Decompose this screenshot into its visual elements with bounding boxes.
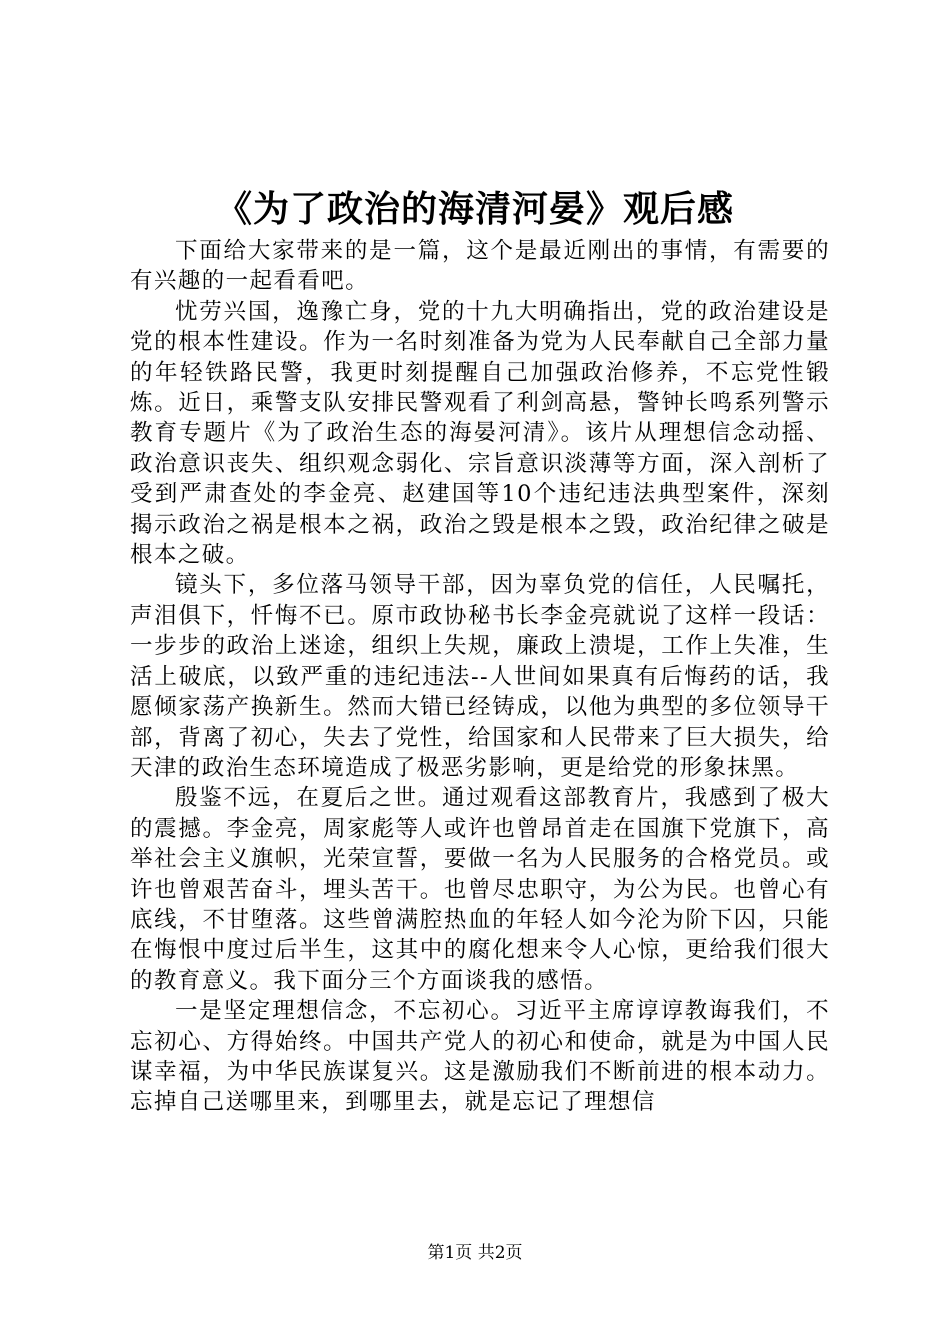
page-footer	[0, 1241, 950, 1265]
paragraph-intro: 下面给大家带来的是一篇，这个是最近刚出的事情，有需要的有兴趣的一起看看吧。	[130, 238, 830, 295]
paragraph-ideals: 一是坚定理想信念，不忘初心。习近平主席谆谆教诲我们，不忘初心、方得始终。中国共产党人的初心和使命，就是为中国人民谋幸福，为中华民族谋复兴。这是激励我们不断前进的根本动力。忘掉自己送哪里来，到哪里去，就是忘记了理想信	[130, 998, 830, 1116]
paragraph-lessons: 殷鉴不远，在夏后之世。通过观看这部教育片，我感到了极大的震撼。李金亮，周家彪等人或许也曾昂首走在国旗下党旗下，高举社会主义旗帜，光荣宣誓，要做一名为人民服务的合格党员。或许也曾艰苦奋斗，埋头苦干。也曾尽忠职守，为公为民。也曾心有底线，不甘堕落。这些曾满腔热血的年轻人如今沦为阶下囚，只能在悔恨中度过后半生，这其中的腐化想来令人心惊，更给我们很大的教育意义。我下面分三个方面谈我的感悟。	[130, 785, 830, 994]
paragraph-confessions: 镜头下，多位落马领导干部，因为辜负党的信任，人民嘱托，声泪俱下，忏悔不已。原市政协秘书长李金亮就说了这样一段话：一步步的政治上迷途，组织上失规，廉政上溃堤，工作上失准，生活上破底，以致严重的违纪违法--人世间如果真有后悔药的话，我愿倾家荡产换新生。然而大错已经铸成，以他为典型的多位领导干部，背离了初心，失去了党性，给国家和人民带来了巨大损失，给天津的政治生态环境造成了极恶劣影响，更是给党的形象抹黑。	[130, 572, 830, 781]
page-number-current: 第1页	[427, 1243, 473, 1263]
document-body	[130, 236, 830, 1118]
document-title: 《为了政治的海清河晏》观后感	[215, 188, 734, 230]
paragraph-political-building: 忧劳兴国，逸豫亡身，党的十九大明确指出，党的政治建设是党的根本性建设。作为一名时刻准备为党为人民奉献自己全部力量的年轻铁路民警，我更时刻提醒自己加强政治修养，不忘党性锻炼。近日，乘警支队安排民警观看了利剑高悬，警钟长鸣系列警示教育专题片《为了政治生态的海晏河清》。该片从理想信念动摇、政治意识丧失、组织观念弱化、宗旨意识淡薄等方面，深入剖析了受到严肃查处的李金亮、赵建国等10个违纪违法典型案件，深刻揭示政治之祸是根本之祸，政治之毁是根本之毁，政治纪律之破是根本之破。	[130, 298, 830, 569]
page-number-total: 共2页	[477, 1243, 523, 1263]
